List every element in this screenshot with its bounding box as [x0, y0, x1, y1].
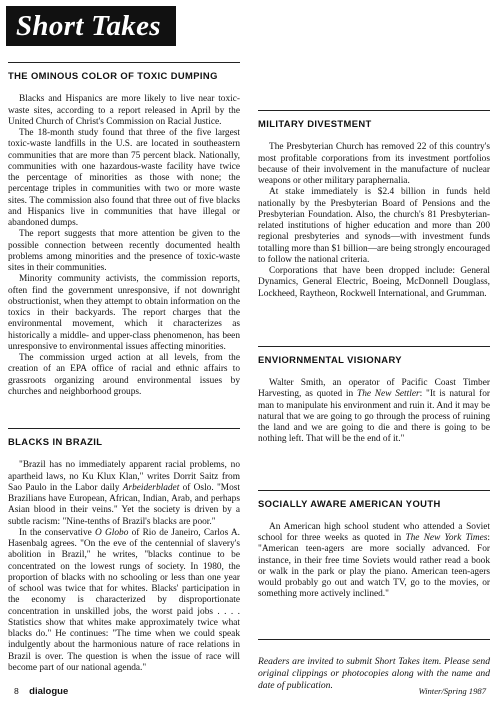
toxic-paragraph: Blacks and Hispanics are more likely to live near toxic-waste sites, according to a report released in April by the United Church of Christ's Commission on Racial Justice.	[8, 94, 240, 127]
youth-heading: SOCIALLY AWARE AMERICAN YOUTH	[258, 497, 441, 509]
military-heading: MILITARY DIVESTMENT	[258, 118, 372, 129]
youth-paragraph: An American high school student who attended a Soviet school for three weeks as quoted in The New York Times: "American teen-agers are more socially advanced. For instance, in their free time Soviets would rather read a book or walk in the park or play the piano. American teen-agers would probably go out and watch TV, go to the movies, or something more actively inclined."	[258, 521, 490, 600]
divider	[258, 110, 490, 111]
brazil-paragraph: In the conservative O Globo of Rio de Janeiro, Carlos A. Hasenbalg agrees. "On the eve of the centennial of slavery's abolition in Brazil," he writes, "blacks continue to be concentrated on the lowest rungs of society. In 1980, the proportion of blacks with no schooling or less than one year of school was twice that for whites. Blacks' participation in the economy is characterized by disproportionate concentration in unskilled jobs, the worst paid jobs . . . . Statistics show that whites make approximately twice what blacks do." He continues: "The time when we could speak indulgently about the harmonious nature of race relations in Brazil is over. The question is when the issue of race will become part of our national agenda."	[8, 527, 240, 673]
divider	[258, 490, 490, 491]
right-column	[258, 64, 490, 692]
visionary-paragraph: Walter Smith, an operator of Pacific Coast Timber Harvesting, as quoted in The New Settler: "It is natural for man to manipulate his environment and ruin it. And it may be natural that we are going to go through the process of ruining the land and we are going to die and there is going to be nothing left. That will be the end of it."	[258, 378, 490, 445]
military-paragraph: Corporations that have been dropped include: General Dynamics, General Electric, Boeing, McDonnell Douglass, Lockheed, Raytheon, Rockwell International, and Grumman.	[258, 266, 490, 299]
brazil-heading: BLACKS IN BRAZIL	[8, 436, 103, 447]
divider	[8, 62, 240, 63]
toxic-heading: THE OMINOUS COLOR OF TOXIC DUMPING	[8, 70, 218, 81]
submission-notice: Readers are invited to submit Short Takes item. Please send original clippings or photocopies along with the name and date of publication.	[258, 655, 490, 691]
visionary-heading: ENVIORNMENTAL VISIONARY	[258, 353, 402, 365]
issue-date: Winter/Spring 1987	[418, 686, 486, 696]
left-column	[8, 62, 240, 674]
toxic-paragraph: The report suggests that more attention be given to the possible connection between recently documented health problems among minorities and the presence of toxic-waste sites in their communities.	[8, 229, 240, 273]
toxic-paragraph: The commission urged action at all levels, from the creation of an EPA office of racial and ethnic affairs to grassroots organizing around environmental issues by churches and neighborhood groups.	[8, 353, 240, 397]
military-paragraph: At stake immediately is $2.4 billion in funds held nationally by the Presbyterian Board of Pensions and the Presbyterian Foundation. Also, the church's 81 Presbyterian-related institutions of higher education and more than 200 regional presbyteries and synods—with investment funds totalling more than $1 billion—are being strongly encouraged to follow the national criteria.	[258, 187, 490, 265]
toxic-paragraph: Minority community activists, the commission reports, often find the government unresponsive, if not downright obstructionist, when they attempt to obtain information on the toxics in their backyards. The report charges that the environmental movement, which it characterizes as historically a middle- and upper-class phenomenon, has been unresponsive to environmental issues affecting minorities.	[8, 274, 240, 352]
page-number: 8	[14, 686, 19, 696]
divider	[8, 428, 240, 429]
footer-left	[14, 686, 68, 697]
magazine-name: dialogue	[29, 686, 69, 697]
military-paragraph: The Presbyterian Church has removed 22 of this country's most profitable corporations from its investment portfolios because of their involvement in the manufacture of nuclear weapons or other military paraphernalia.	[258, 142, 490, 186]
brazil-paragraph: "Brazil has no immediately apparent racial problems, no apartheid laws, no Ku Klux Klan," writes Dorrit Saitz from Sao Paulo in the Labor daily Arbeiderbladet of Oslo. "Most Brazilians have European, African, Indian, Arab, and perhaps Asian blood in their veins." Yet the society is driven by a subtle racism: "Nine-tenths of Brazil's blacks are poor."	[8, 460, 240, 527]
toxic-paragraph: The 18-month study found that three of the five largest toxic-waste landfills in the U.S. are located in southeastern communities that are more than 75 percent black. Nationally, communities with one hazardous-waste facility have twice the percentage of minorities as those with none; the percentage triples in communities with two or more waste sites. The commission also found that three out of five blacks and Hispanics live in communities that have illegal or abandoned dumps.	[8, 128, 240, 228]
section-banner: Short Takes	[6, 6, 176, 46]
divider	[258, 346, 490, 347]
